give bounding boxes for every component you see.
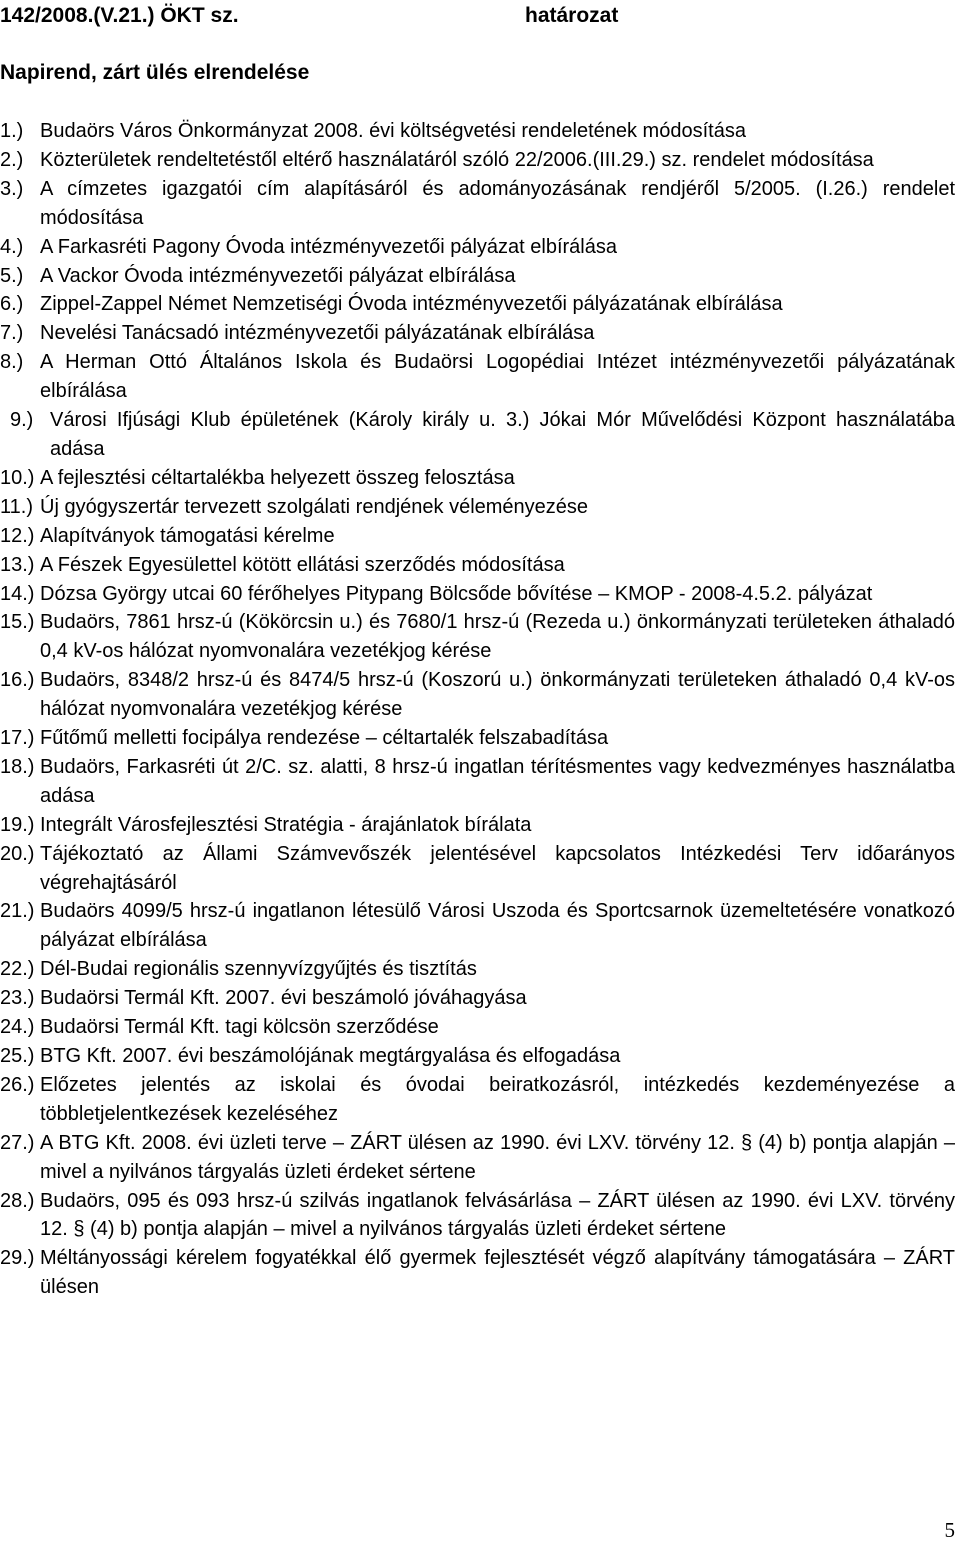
agenda-item	[0, 580, 955, 609]
agenda-item	[0, 897, 955, 955]
agenda-item-number: 10.)	[0, 466, 35, 489]
agenda-item	[0, 1129, 955, 1187]
agenda-item-number: 4.)	[0, 235, 24, 258]
agenda-item-text: Dél-Budai regionális szennyvízgyűjtés és tisztítás	[40, 958, 477, 981]
agenda-item-number: 26.)	[0, 1073, 35, 1096]
agenda-item-text: Városi Ifjúsági Klub épületének (Károly király u. 3.) Jókai Mór Művelődési Központ használatába adása	[50, 409, 955, 460]
agenda-list	[0, 117, 955, 1302]
agenda-item	[0, 551, 955, 580]
agenda-item-number: 3.)	[0, 177, 24, 200]
agenda-item	[0, 840, 955, 898]
agenda-item-text: Fűtőmű melletti focipálya rendezése – céltartalék felszabadítása	[40, 727, 609, 750]
agenda-item-number: 23.)	[0, 987, 35, 1010]
agenda-item-text: A Farkasréti Pagony Óvoda intézményvezetői pályázat elbírálása	[40, 235, 617, 258]
agenda-item	[0, 290, 955, 319]
agenda-item-number: 22.)	[0, 958, 35, 981]
agenda-item-number: 28.)	[0, 1189, 35, 1212]
agenda-item-number: 9.)	[10, 409, 34, 432]
agenda-item-text: Budaörs, 8348/2 hrsz-ú és 8474/5 hrsz-ú (Koszorú u.) önkormányzati területeken áthaladó 0,4 kV-os hálózat nyomvonalára vezetékjog kérése	[40, 669, 955, 721]
agenda-item-number: 13.)	[0, 553, 35, 576]
agenda-item	[0, 262, 955, 291]
agenda-item-text: Dózsa György utcai 60 férőhelyes Pitypang Bölcsőde bővítése – KMOP - 2008-4.5.2. pályázat	[40, 582, 873, 605]
agenda-item-number: 20.)	[0, 842, 35, 865]
agenda-item-text: Budaörsi Termál Kft. tagi kölcsön szerződése	[40, 1016, 439, 1039]
agenda-item	[0, 319, 955, 348]
agenda-item	[0, 406, 955, 464]
agenda-item-text: Előzetes jelentés az iskolai és óvodai beiratkozásról, intézkedés kezdeményezése a többletjelentkezések kezeléséhez	[40, 1073, 955, 1125]
agenda-item-number: 12.)	[0, 524, 35, 547]
agenda-item-text: Közterületek rendeltetéstől eltérő használatáról szóló 22/2006.(III.29.) sz. rendelet módosítása	[40, 148, 874, 171]
agenda-item	[0, 753, 955, 811]
agenda-item-number: 14.)	[0, 582, 35, 605]
agenda-item	[0, 1042, 955, 1071]
agenda-item-number: 27.)	[0, 1131, 35, 1154]
agenda-item-number: 24.)	[0, 1016, 35, 1039]
agenda-item-number: 17.)	[0, 727, 35, 750]
document-type-label: határozat	[525, 4, 619, 27]
agenda-item	[0, 522, 955, 551]
agenda-item-number: 8.)	[0, 351, 24, 374]
agenda-item-number: 15.)	[0, 611, 35, 634]
agenda-item	[0, 955, 955, 984]
agenda-item-number: 18.)	[0, 755, 35, 778]
agenda-item	[0, 1187, 955, 1245]
agenda-item-number: 16.)	[0, 669, 35, 692]
agenda-item-text: A Vackor Óvoda intézményvezetői pályázat elbírálása	[40, 264, 516, 287]
agenda-item-text: Budaörsi Termál Kft. 2007. évi beszámoló jóváhagyása	[40, 987, 527, 1010]
agenda-item-number: 19.)	[0, 813, 35, 836]
agenda-item-number: 6.)	[0, 293, 24, 316]
agenda-item-text: Budaörs 4099/5 hrsz-ú ingatlanon létesülő Városi Uszoda és Sportcsarnok üzemeltetésére vonatkozó pályázat elbírálása	[40, 900, 955, 952]
agenda-item	[0, 984, 955, 1013]
resolution-reference: 142/2008.(V.21.) ÖKT sz.	[0, 4, 239, 27]
agenda-item-text: Integrált Városfejlesztési Stratégia - árajánlatok bírálata	[40, 813, 532, 836]
agenda-item	[0, 146, 955, 175]
agenda-item-text: Budaörs, 095 és 093 hrsz-ú szilvás ingatlanok felvásárlása – ZÁRT ülésen az 1990. évi LXV. törvény 12. § (4) b) pontja alapján – mivel a nyilvános tárgyalás üzleti érdeket sértene	[40, 1189, 955, 1241]
agenda-item	[0, 1071, 955, 1129]
agenda-item-text: Budaörs, Farkasréti út 2/C. sz. alatti, 8 hrsz-ú ingatlan térítésmentes vagy kedvezményes használatba adása	[40, 755, 955, 807]
agenda-item	[0, 666, 955, 724]
agenda-item-text: Budaörs, 7861 hrsz-ú (Kökörcsin u.) és 7680/1 hrsz-ú (Rezeda u.) önkormányzati területeken áthaladó 0,4 kV-os hálózat nyomvonalára vezetékjog kérése	[40, 611, 955, 663]
agenda-item	[0, 608, 955, 666]
agenda-item-number: 1.)	[0, 120, 24, 142]
agenda-item-text: A Fészek Egyesülettel kötött ellátási szerződés módosítása	[40, 553, 565, 576]
agenda-item-text: Zippel-Zappel Német Nemzetiségi Óvoda intézményvezetői pályázatának elbírálása	[40, 293, 783, 316]
agenda-item-number: 5.)	[0, 264, 24, 287]
agenda-item	[0, 175, 955, 233]
agenda-item	[0, 1013, 955, 1042]
agenda-item	[0, 493, 955, 522]
agenda-item	[0, 233, 955, 262]
agenda-item-number: 21.)	[0, 900, 35, 923]
agenda-item-text: A fejlesztési céltartalékba helyezett összeg felosztása	[40, 466, 515, 489]
agenda-item	[0, 724, 955, 753]
agenda-item	[0, 464, 955, 493]
agenda-item-number: 25.)	[0, 1045, 35, 1067]
agenda-item-text: Budaörs Város Önkormányzat 2008. évi költségvetési rendeletének módosítása	[40, 120, 746, 142]
agenda-item-text: Méltányossági kérelem fogyatékkal élő gyermek fejlesztését végző alapítvány támogatására – ZÁRT ülésen	[40, 1247, 955, 1299]
agenda-item-text: Nevelési Tanácsadó intézményvezetői pályázatának elbírálása	[40, 322, 595, 345]
agenda-item-number: 7.)	[0, 322, 24, 345]
agenda-item-text: A BTG Kft. 2008. évi üzleti terve – ZÁRT ülésen az 1990. évi LXV. törvény 12. § (4) b) pontja alapján – mivel a nyilvános tárgyalás üzleti érdeket sértene	[40, 1131, 955, 1183]
agenda-item-number: 29.)	[0, 1247, 35, 1270]
agenda-item-text: A címzetes igazgatói cím alapításáról és adományozásának rendjéről 5/2005. (I.26.) rendelet módosítása	[40, 177, 955, 229]
agenda-item	[0, 811, 955, 840]
resolution-subtitle: Napirend, zárt ülés elrendelése	[0, 61, 310, 84]
agenda-item-text: A Herman Ottó Általános Iskola és Budaörsi Logopédiai Intézet intézményvezetői pályázatának elbírálása	[40, 351, 955, 403]
agenda-item-number: 11.)	[0, 495, 33, 518]
agenda-item-text: Új gyógyszertár tervezett szolgálati rendjének véleményezése	[40, 495, 589, 518]
agenda-item-text: BTG Kft. 2007. évi beszámolójának megtárgyalása és elfogadása	[40, 1045, 621, 1067]
agenda-item	[0, 348, 955, 406]
agenda-item-text: Alapítványok támogatási kérelme	[40, 524, 335, 547]
page-number: 5	[944, 1518, 955, 1542]
agenda-item	[0, 1244, 955, 1302]
agenda-item-text: Tájékoztató az Állami Számvevőszék jelentésével kapcsolatos Intézkedési Terv időarányos végrehajtásáról	[40, 842, 955, 894]
agenda-item	[0, 117, 955, 146]
agenda-item-number: 2.)	[0, 148, 24, 171]
